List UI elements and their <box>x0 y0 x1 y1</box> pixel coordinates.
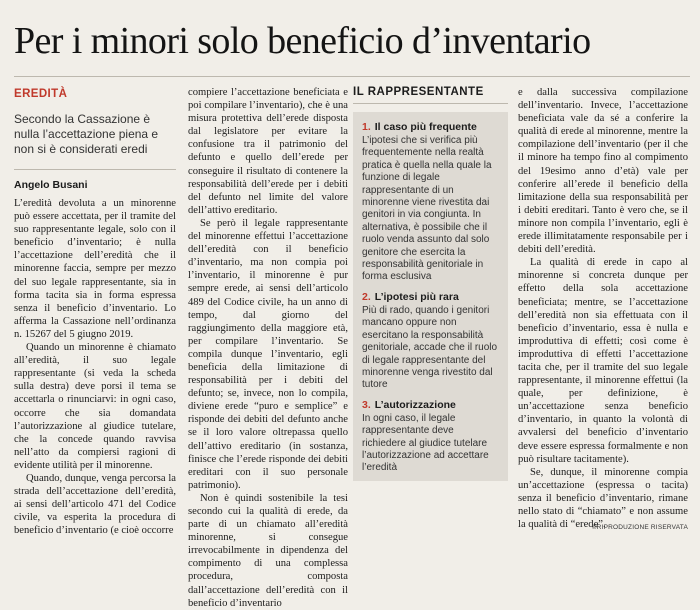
sidebar-item-title: Il caso più frequente <box>374 121 477 133</box>
sidebar-item-text: L’ipotesi che si verifica più frequentemente nella realtà pratica è quella nella quale la funzione di legale rappresentante di un minorenne viene rivestita dai genitori in via congiunta. In alternativa, è possibile che il ruolo venda assunto dal solo genitore che esercita la responsabilità genitoriale in forma esclusiva <box>362 135 492 283</box>
paragraph: Se, dunque, il minorenne compia un’accettazione (espressa o tacita) senza il beneficio d’inventario, rimane nello stato di “chiamato” e non assume la qualità di “erede”. <box>518 466 688 531</box>
body-text-col2 <box>188 86 348 610</box>
author-byline: Angelo Busani <box>14 179 88 191</box>
column-2 <box>188 86 348 609</box>
sidebar-item-title: L’ipotesi più rara <box>374 290 459 303</box>
column-4 <box>518 86 688 533</box>
paragraph: Quando, dunque, venga percorsa la strada dell’accettazione dell’eredità, ai sensi dell’articolo 471 del Codice civile, va esperita la procedura di beneficio d’inventario (e cioè occorre <box>14 472 176 537</box>
sidebar-item-title: L’autorizzazione <box>374 398 456 411</box>
sidebar-title: IL RAPPRESENTANTE <box>353 86 508 104</box>
sidebar-item-heading <box>362 399 499 412</box>
headline: Per i minori solo beneficio d’inventario <box>14 20 591 62</box>
body-text-col1 <box>14 197 176 537</box>
paragraph: compiere l’accettazione beneficiata e poi compilare l’inventario), che è una misura protettiva dell’erede disposta dal legislatore per evitare la confusione tra il patrimonio del defunto e quello dell’erede per conseguire il risultato di contenere la responsabilità dell’erede per i debiti del defunto nel limite del valore dell’attivo ereditario. <box>188 87 348 216</box>
sidebar-content <box>353 112 508 481</box>
sidebar-item <box>362 291 499 392</box>
sidebar-item <box>362 399 499 475</box>
copyright-notice: ©RIPRODUZIONE RISERVATA <box>591 524 688 531</box>
sidebar-item-heading <box>362 291 499 304</box>
column-1 <box>14 86 176 537</box>
sidebar-item-number: 3. <box>362 398 371 411</box>
body-text-col4 <box>518 86 688 531</box>
paragraph: Se però il legale rappresentante del minorenne effettui l’accettazione dell’eredità con il beneficio d’inventario, ma non compia poi l’inventario, il minorenne è pur sempre erede, ai sensi dell’articolo 489 del Codice civile, ha un anno di tempo, dal giorno del raggiungimento della maggiore età, per compilare l’inventario. Se compila dunque l’inventario, egli beneficia della limitazione di responsabilità per i debiti del defunto; se, invece, non lo compila, diviene erede “puro e semplice” e risponde dei debiti del defunto anche se il loro valore oltrepassa quello dell’attivo ereditario (in sostanza, finisce che l’erede risponde dei debiti ereditari con il suo personale patrimonio). <box>188 217 348 491</box>
sidebar-item-text: In ogni caso, il legale rappresentante deve richiedere al giudice tutelare l’autorizzazione ad accettare l’eredità <box>362 412 489 474</box>
summary: Secondo la Cassazione è nulla l’accettazione piena e non si è considerati eredi <box>14 112 176 170</box>
paragraph: L’eredità devoluta a un minorenne può essere accettata, per il tramite del suo rappresentante legale, solo con il beneficio d’inventario; è nulla l’accettazione dell’eredità che il minorenne faccia, sempre per mezzo del suo legale rappresentante, sia in forma tacita sia in forma espressa senza il beneficio d’inventario. Lo afferma la Cassazione nell’ordinanza n. 15267 del 5 giugno 2019. <box>14 198 176 340</box>
sidebar-item-number: 2. <box>362 290 371 303</box>
headline-rule <box>14 76 690 77</box>
paragraph: Non è quindi sostenibile la tesi secondo cui la qualità di erede, da parte di un chiamato all’eredità minorenne, si consegue irrevocabilmente in dipendenza del compimento di una complessa procedura, composta dall’accettazione dell’eredità con il beneficio d’inventario <box>188 492 348 609</box>
sidebar-item-text: Più di rado, quando i genitori mancano oppure non esercitano la responsabilità genitoriale, accade che il ruolo di legale rappresentante del minorenne venga rivestito dal tutore <box>362 304 498 391</box>
paragraph: Quando un minorenne è chiamato all’eredità, il suo legale rappresentante (si veda la scheda sulla destra) deve porsi il tema se accettarla o rinunciarvi: in ogni caso, occorre che sia domandata l’autorizzazione al giudice tutelare, che la concede quando ravvisa nell’atto da compiersi ragioni di evidente utilità per il minorenne. <box>14 342 176 471</box>
sidebar-item-heading <box>362 121 499 134</box>
sidebar-item <box>362 121 499 284</box>
sidebar-box <box>353 86 508 533</box>
paragraph: La qualità di erede in capo al minorenne si concreta dunque per effetto della sola accettazione beneficiata; mentre, se l’accettazione dell’eredità non sia effettuata con il beneficio d’inventario, essa è nulla e improduttiva di effetti; così come è improduttiva di effetti l’accettazione tacita che, per il tramite del suo legale rappresentante, il minorenne effettui (la quale, per definizione, è un’accettazione senza beneficio d’inventario, in quanto la volontà di avvalersi del beneficio d’inventario deve essere espressa formalmente e non può risultare tacitamente). <box>518 257 688 465</box>
section-kicker: EREDITÀ <box>14 88 68 100</box>
sidebar-item-number: 1. <box>362 121 371 133</box>
paragraph: e dalla successiva compilazione dell’inventario. Invece, l’accettazione beneficiata vale da sé a conferire la qualità di erede al minorenne, mentre la compilazione dell’inventario (per il che il minore ha tempo fino al compimento del 19esimo anno d’età) vale per conferire all’erede il beneficio della limitazione della sua responsabilità per i debiti ereditari. Tanto è vero che, se il minore non compila l’inventario, egli è erede illimitatamente responsabile per i debiti dell’eredità. <box>518 87 688 256</box>
